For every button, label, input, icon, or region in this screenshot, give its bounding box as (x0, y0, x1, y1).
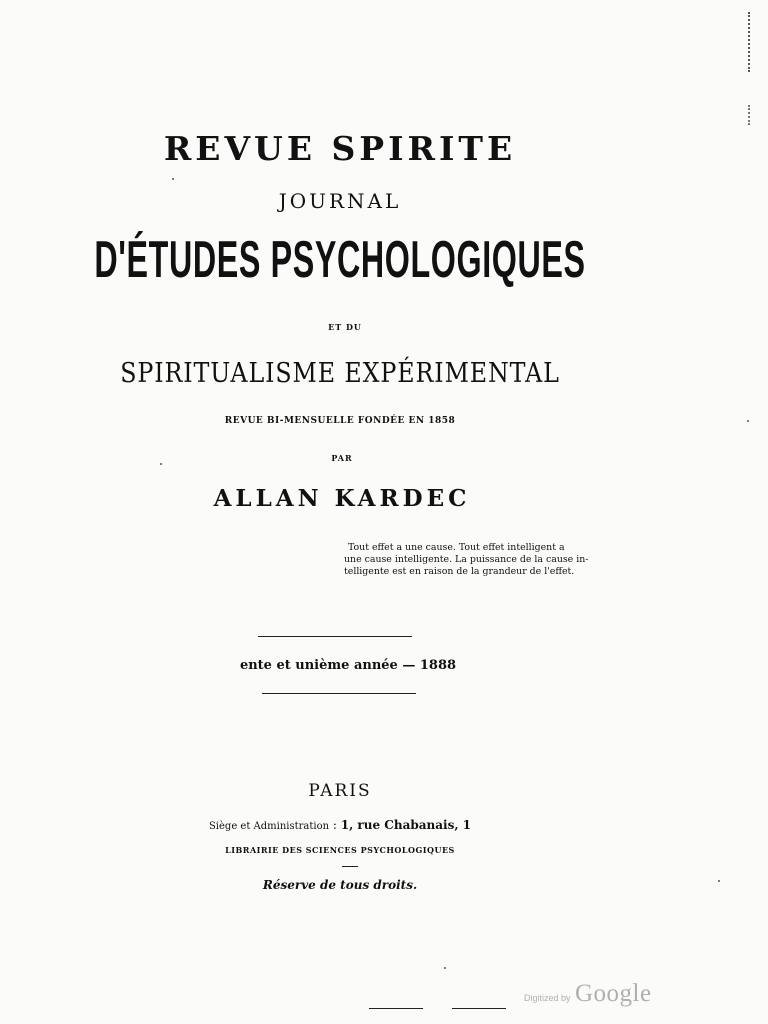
scan-speck (160, 463, 162, 465)
publisher-address (209, 819, 471, 832)
short-dash (342, 866, 358, 867)
by-label: PAR (331, 453, 353, 463)
epigraph-line: une cause intelligente. La puissance de la cause in- (344, 554, 589, 565)
google-logo: Google (574, 980, 652, 1007)
digitized-watermark (524, 981, 652, 1006)
librairie-line: LIBRAIRIE DES SCIENCES PSYCHOLOGIQUES (225, 845, 455, 855)
scan-speck (444, 967, 446, 969)
siege-address: 1, rue Chabanais, 1 (340, 818, 472, 832)
divider-rule (262, 693, 416, 694)
edition-year: ente et unième année — 1888 (239, 658, 457, 673)
main-title: D'ÉTUDES PSYCHOLOGIQUES (94, 231, 586, 289)
journal-label: JOURNAL (278, 189, 402, 213)
siege-separator: : (329, 818, 341, 832)
publisher-city: PARIS (308, 781, 372, 801)
scan-speck (718, 880, 720, 882)
scan-edge-marks (748, 12, 756, 72)
frequency-line: REVUE BI-MENSUELLE FONDÉE EN 1858 (224, 416, 456, 426)
author-name: ALLAN KARDEC (213, 485, 471, 512)
digitized-prefix: Digitized by (524, 993, 571, 1003)
rights-notice: Réserve de tous droits. (262, 878, 418, 892)
signature-rule (452, 1008, 506, 1009)
siege-label: Siège et Administration (208, 821, 330, 832)
divider-rule (258, 636, 412, 637)
scan-speck (747, 420, 749, 422)
journal-title: REVUE SPIRITE (163, 129, 517, 168)
epigraph (344, 542, 624, 578)
epigraph-line: telligente est en raison de la grandeur de l'effet. (344, 566, 575, 577)
second-title: SPIRITUALISME EXPÉRIMENTAL (120, 358, 560, 389)
epigraph-line: Tout effet a une cause. Tout effet intelligent a (348, 542, 565, 553)
signature-rule (369, 1008, 423, 1009)
scan-edge-mark (748, 105, 754, 125)
title-connector: ET DU (328, 322, 362, 332)
scan-speck (172, 178, 174, 180)
